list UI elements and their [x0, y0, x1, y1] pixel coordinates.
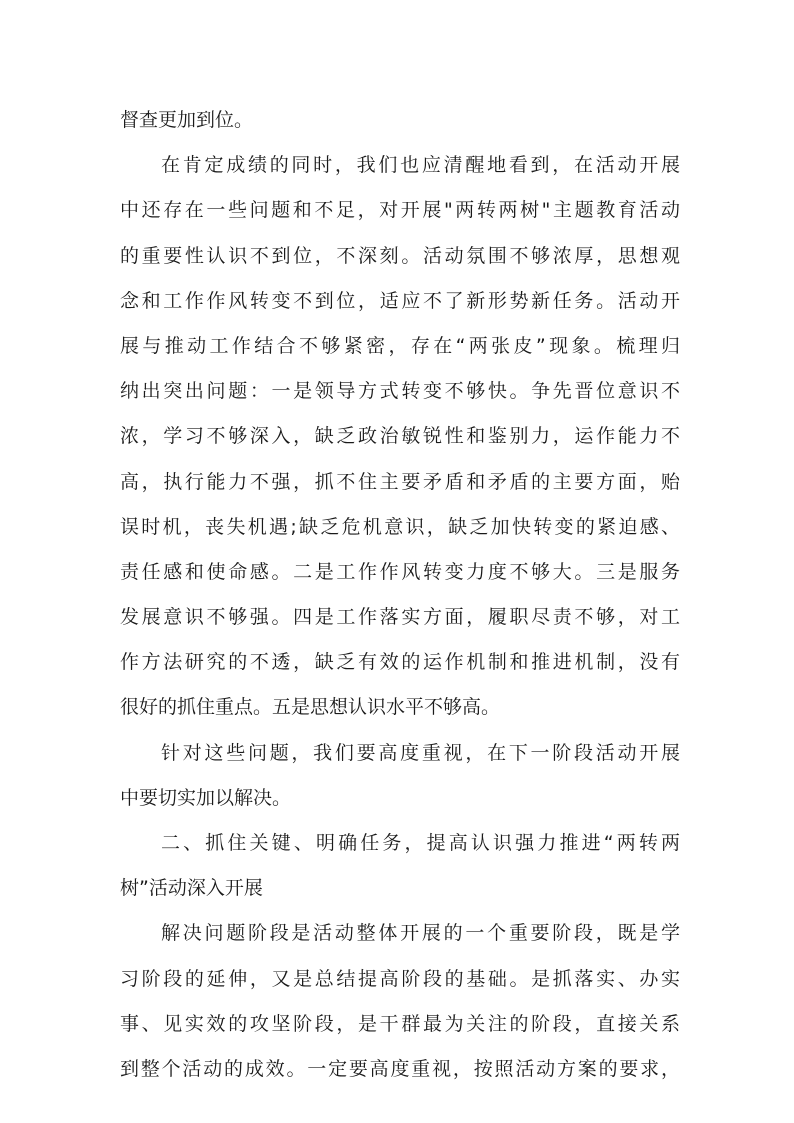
- text-line: 的重要性认识不到位，不深刻。活动氛围不够浓厚，思想观: [120, 244, 680, 267]
- text-line: 在肯定成绩的同时，我们也应清醒地看到，在活动开展: [161, 154, 680, 177]
- body-text: [120, 98, 680, 1092]
- text-line: 高，执行能力不强，抓不住主要矛盾和矛盾的主要方面，贻: [120, 470, 680, 493]
- text-line: 针对这些问题，我们要高度重视，在下一阶段活动开展: [161, 741, 680, 764]
- text-line: 解决问题阶段是活动整体开展的一个重要阶段，既是学: [161, 922, 680, 945]
- text-line: 习阶段的延伸，又是总结提高阶段的基础。是抓落实、办实: [120, 967, 680, 990]
- text-line: 很好的抓住重点。五是思想认识水平不够高。: [120, 696, 501, 719]
- text-line: 念和工作作风转变不到位，适应不了新形势新任务。活动开: [120, 289, 680, 312]
- text-line: 误时机，丧失机遇;缺乏危机意识，缺乏加快转变的紧迫感、: [120, 515, 680, 538]
- text-line: 中还存在一些问题和不足，对开展"两转两树"主题教育活动: [120, 199, 680, 222]
- text-line: 浓，学习不够深入，缺乏政治敏锐性和鉴别力，运作能力不: [120, 425, 680, 448]
- text-line: 中要切实加以解决。: [120, 786, 292, 809]
- text-line: 展与推动工作结合不够紧密，存在“两张皮”现象。梳理归: [120, 334, 680, 357]
- text-line: 督查更加到位。: [120, 109, 254, 131]
- text-line: 到整个活动的成效。一定要高度重视，按照活动方案的要求，: [120, 1057, 680, 1080]
- text-line: 纳出突出问题：一是领导方式转变不够快。争先晋位意识不: [120, 380, 680, 403]
- text-line: 作方法研究的不透，缺乏有效的运作机制和推进机制，没有: [120, 651, 680, 674]
- text-line: 事、见实效的攻坚阶段，是干群最为关注的阶段，直接关系: [120, 1012, 680, 1035]
- text-line: 责任感和使命感。二是工作作风转变力度不够大。三是服务: [120, 560, 680, 583]
- text-line: 树”活动深入开展: [120, 877, 263, 900]
- text-line: 二、抓住关键、明确任务，提高认识强力推进“两转两: [161, 832, 680, 854]
- text-line: 发展意识不够强。四是工作落实方面，履职尽责不够，对工: [120, 606, 680, 629]
